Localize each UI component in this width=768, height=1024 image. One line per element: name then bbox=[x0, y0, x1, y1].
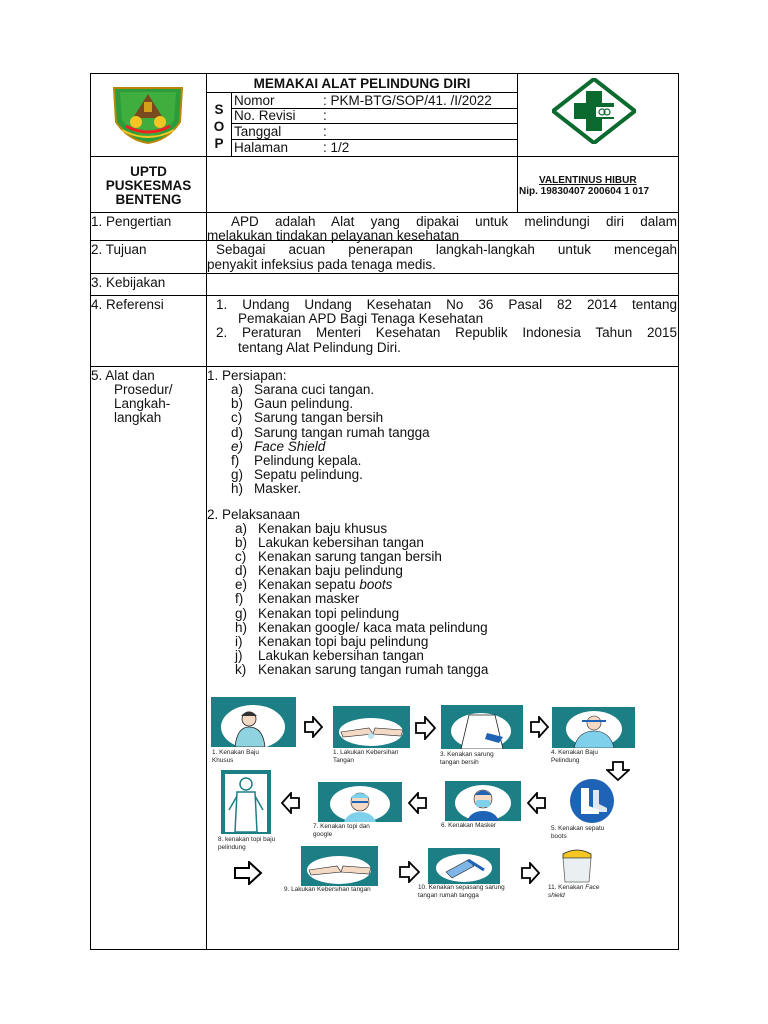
sop-letter-p: P bbox=[214, 136, 224, 151]
header-row-line bbox=[90, 156, 679, 157]
step-illustration-baju-pelindung bbox=[552, 707, 635, 748]
meta-label-halaman: Halaman bbox=[234, 140, 289, 155]
header-divider-right bbox=[517, 73, 518, 212]
step-illustration-sarung-tangan-rumah bbox=[428, 848, 500, 884]
table-border-right bbox=[678, 73, 679, 950]
puskesmas-cross-logo bbox=[552, 78, 636, 144]
row-line-1 bbox=[90, 212, 679, 213]
step-caption-2: 1. Lakukan Kebersihan Tangan bbox=[333, 749, 399, 764]
step-illustration-face-shield bbox=[557, 848, 597, 884]
org-line-1: UPTD bbox=[130, 164, 167, 179]
step-illustration-sepatu-boots bbox=[561, 778, 623, 824]
section-label-tujuan: 2. Tujuan bbox=[91, 242, 147, 257]
step-illustration-cuci-tangan-2 bbox=[301, 846, 378, 886]
step-caption-3: 3. Kenakan sarung tangan bersih bbox=[440, 751, 494, 766]
section-label-alat-4: langkah bbox=[114, 410, 162, 425]
step-caption-10: 10. Kenakan sepasang sarung tangan rumah tangga bbox=[418, 884, 505, 899]
meta-label-tanggal: Tanggal bbox=[234, 124, 282, 139]
pengertian-line-2: melakukan tindakan pelayanan kesehatan bbox=[207, 228, 460, 243]
sop-divider bbox=[231, 92, 232, 156]
regency-emblem-logo bbox=[108, 82, 188, 144]
step-illustration-topi-baju-pelindung bbox=[221, 770, 271, 834]
tujuan-line-1: Sebagai acuan penerapan langkah-langkah untuk mencegah bbox=[216, 242, 677, 257]
row-line-5 bbox=[90, 366, 679, 367]
section-label-alat-1: 5. Alat dan bbox=[91, 368, 155, 383]
step-illustration-topi-google bbox=[318, 782, 402, 822]
meta-value-nomor: : PKM-BTG/SOP/41. /I/2022 bbox=[323, 93, 492, 108]
sop-document: MEMAKAI ALAT PELINDUNG DIRI S O P Nomor : PKM-BTG/SOP/41. /I/2022 No. Revisi : Tanggal : Halaman : 1/2 UPTD PUSKESMAS BENTENG VALENTINUS HIBUR Nip. 19830407 200604 1 017 1. Pengertian APD adalah Alat yang dipakai untuk melindungi diri dalam melakukan tindakan pelayanan kesehatan 2. Tujuan Sebagai acuan penerapan langkah-langkah untuk mencegah penyakit infeksius pada tenaga medis. 3. Kebijakan 4. Referensi 1. Undang Undang Kesehatan No 36 Pasal 82 2014 tentang Pemakaian APD Bagi Tenaga Kesehatan 2. Peraturan Menteri Kesehatan Republik Indonesia Tahun 2015 tentang Alat Pelindung Diri. 5. Alat dan Prosedur/ Langkah- langkah 1. Persiapan: a) Sarana cuci tangan. b) Gaun pelindung. c) Sarung tangan bersih d) Sarung tangan rumah tangga e) Face Shield f) Pelindung kepala. g) Sepatu pelindung. h) Masker. 2. Pelaksanaan a) Kenakan baju khusus b) Lakukan kebersihan tangan c) Kenakan sarung tangan bersih d) Kenakan baju pelindung e) Kenakan sepatu boots f) Kenakan masker g) Kenakan topi pelindung h) Kenakan google/ kaca mata pelindung i) Kenakan topi baju pelindung j) Lakukan kebersihan tangan k) Kenakan sarung tangan rumah tangga 1. Kenakan Baju Khusus 1. Lakukan Kebersihan Tangan 3. Kenakan sarung tangan bersih 4. Kenakan Baju Pelindung 8. kenakan topi baju pelindung 7. Kenakan topi dan google 6. Kenakan Masker 5. Kenakan sepatu boots 9. Lakukan Kebersihan tangan 10. Kenakan sepasang sarung tangan rumah tangga 11. Kenakan Face shield bbox=[0, 0, 768, 1024]
section-label-referensi: 4. Referensi bbox=[91, 297, 164, 312]
sop-letter-o: O bbox=[213, 119, 225, 134]
pengertian-line-1: APD adalah Alat yang dipakai untuk melindungi diri dalam bbox=[231, 214, 677, 229]
step-caption-1: 1. Kenakan Baju Khusus bbox=[212, 749, 259, 764]
section-label-alat-2: Prosedur/ bbox=[114, 382, 173, 397]
right-arrow-icon bbox=[414, 716, 436, 740]
tujuan-line-2: penyakit infeksius pada tenaga medis. bbox=[207, 257, 436, 272]
step-caption-7: 7. Kenakan topi dan google bbox=[313, 823, 370, 838]
persiapan-title: 1. Persiapan: bbox=[207, 368, 287, 383]
step-illustration-sarung-tangan-bersih bbox=[441, 705, 523, 749]
table-border-top bbox=[90, 73, 679, 74]
right-arrow-icon bbox=[233, 861, 263, 885]
right-arrow-icon bbox=[520, 862, 540, 884]
row-line-3 bbox=[90, 273, 679, 274]
section-label-pengertian: 1. Pengertian bbox=[91, 214, 172, 229]
referensi-2-line-1: 2. Peraturan Menteri Kesehatan Republik Indonesia Tahun 2015 bbox=[216, 325, 677, 340]
table-border-bottom bbox=[90, 949, 679, 950]
meta-value-tanggal: : bbox=[323, 124, 327, 139]
meta-label-nomor: Nomor bbox=[234, 93, 275, 108]
left-arrow-icon bbox=[408, 792, 428, 814]
signer-name: VALENTINUS HIBUR bbox=[539, 175, 637, 186]
right-arrow-icon bbox=[529, 716, 549, 738]
row-line-4 bbox=[90, 295, 679, 296]
page-title: MEMAKAI ALAT PELINDUNG DIRI bbox=[253, 76, 471, 91]
step-caption-8: 8. kenakan topi baju pelindung bbox=[218, 836, 276, 851]
org-line-2: PUSKESMAS bbox=[105, 178, 192, 193]
step-illustration-cuci-tangan-1 bbox=[333, 706, 410, 748]
sop-letter-s: S bbox=[214, 102, 224, 117]
right-arrow-icon bbox=[398, 861, 420, 883]
referensi-1-line-1: 1. Undang Undang Kesehatan No 36 Pasal 82 2014 tentang bbox=[216, 297, 677, 312]
meta-label-revisi: No. Revisi bbox=[234, 108, 296, 123]
step-caption-9: 9. Lakukan Kebersihan tangan bbox=[284, 886, 371, 893]
meta-value-halaman: : 1/2 bbox=[323, 140, 350, 155]
step-caption-4: 4. Kenakan Baju Pelindung bbox=[551, 749, 598, 764]
org-line-3: BENTENG bbox=[115, 192, 182, 207]
step-caption-6: 6. Kenakan Masker bbox=[441, 822, 497, 829]
step-illustration-baju-khusus bbox=[211, 697, 296, 747]
signer-nip: Nip. 19830407 200604 1 017 bbox=[519, 186, 650, 197]
referensi-2-line-2: tentang Alat Pelindung Diri. bbox=[238, 340, 401, 355]
left-arrow-icon bbox=[281, 792, 301, 814]
meta-value-revisi: : bbox=[323, 108, 327, 123]
section-label-kebijakan: 3. Kebijakan bbox=[91, 275, 166, 290]
section-label-alat-3: Langkah- bbox=[114, 396, 171, 411]
step-caption-11: 11. Kenakan Face shield bbox=[548, 884, 600, 899]
right-arrow-icon bbox=[303, 716, 323, 738]
left-arrow-icon bbox=[527, 792, 547, 814]
step-illustration-masker bbox=[445, 781, 521, 821]
referensi-1-line-2: Pemakaian APD Bagi Tenaga Kesehatan bbox=[238, 311, 484, 326]
step-caption-5: 5. Kenakan sepatu boots bbox=[551, 825, 605, 840]
pelaksanaan-title: 2. Pelaksanaan bbox=[207, 507, 301, 522]
